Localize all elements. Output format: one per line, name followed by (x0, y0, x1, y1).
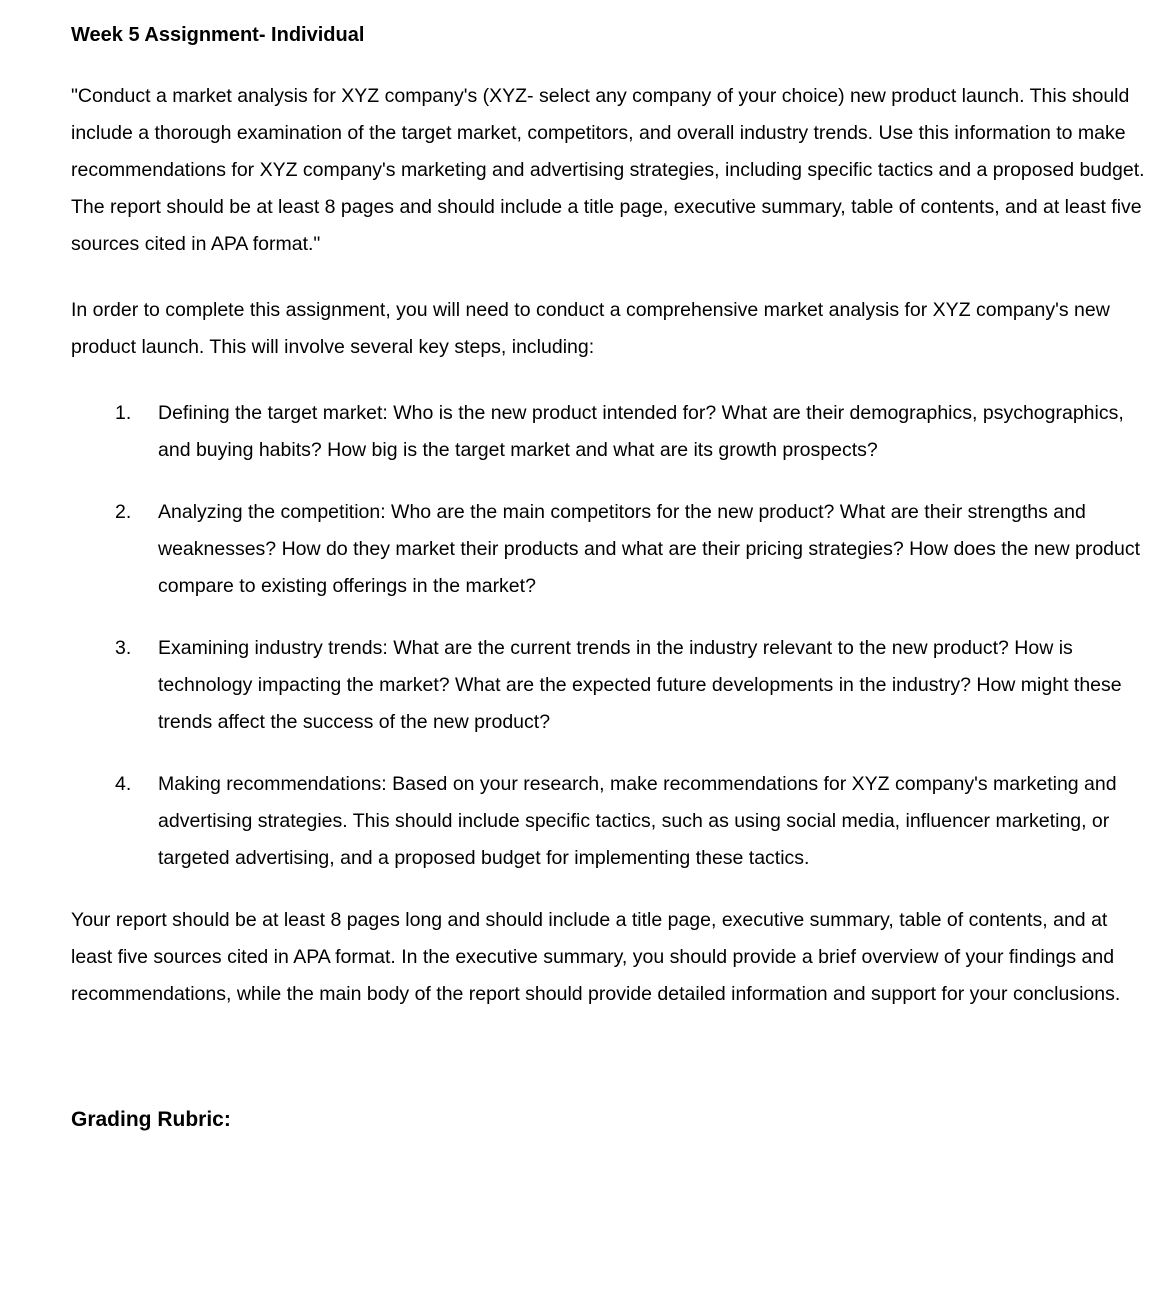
list-item-text: Defining the target market: Who is the new product intended for? What are their demographics, psychographics, and buying habits? How big is the target market and what are its growth prospects? (158, 402, 1124, 461)
list-item-text: Making recommendations: Based on your research, make recommendations for XYZ company's marketing and advertising strategies. This should include specific tactics, such as using social media, influencer marketing, or targeted advertising, and a proposed budget for implementing these tactics. (158, 773, 1117, 869)
list-item (71, 494, 1148, 605)
list-item (71, 630, 1148, 741)
instructions-intro-paragraph: In order to complete this assignment, you will need to conduct a comprehensive market analysis for XYZ company's new product launch. This will involve several key steps, including: (71, 299, 1110, 358)
list-item-text: Examining industry trends: What are the current trends in the industry relevant to the new product? How is technology impacting the market? What are the expected future developments in the industry? How might these trends affect the success of the new product? (158, 637, 1122, 733)
list-item (71, 766, 1148, 877)
list-item-number: 2. (115, 501, 132, 523)
list-item (71, 395, 1148, 469)
grading-rubric-heading: Grading Rubric: (71, 1108, 231, 1131)
assignment-quote-paragraph: "Conduct a market analysis for XYZ company's (XYZ- select any company of your choice) new product launch. This should include a thorough examination of the target market, competitors, and overall industry trends. Use this information to make recommendations for XYZ company's marketing and advertising strategies, including specific tactics and a proposed budget. The report should be at least 8 pages and should include a title page, executive summary, table of contents, and at least five sources cited in APA format." (71, 85, 1145, 255)
list-item-number: 3. (115, 637, 132, 659)
list-item-number: 1. (115, 402, 132, 424)
steps-list (71, 395, 1148, 877)
list-item-number: 4. (115, 773, 132, 795)
list-item-text: Analyzing the competition: Who are the main competitors for the new product? What are their strengths and weaknesses? How do they market their products and what are their pricing strategies? How does the new product compare to existing offerings in the market? (158, 501, 1141, 597)
report-requirements-paragraph: Your report should be at least 8 pages long and should include a title page, executive summary, table of contents, and at least five sources cited in APA format. In the executive summary, you should provide a brief overview of your findings and recommendations, while the main body of the report should provide detailed information and support for your conclusions. (71, 909, 1121, 1005)
document-title: Week 5 Assignment- Individual (71, 24, 365, 46)
